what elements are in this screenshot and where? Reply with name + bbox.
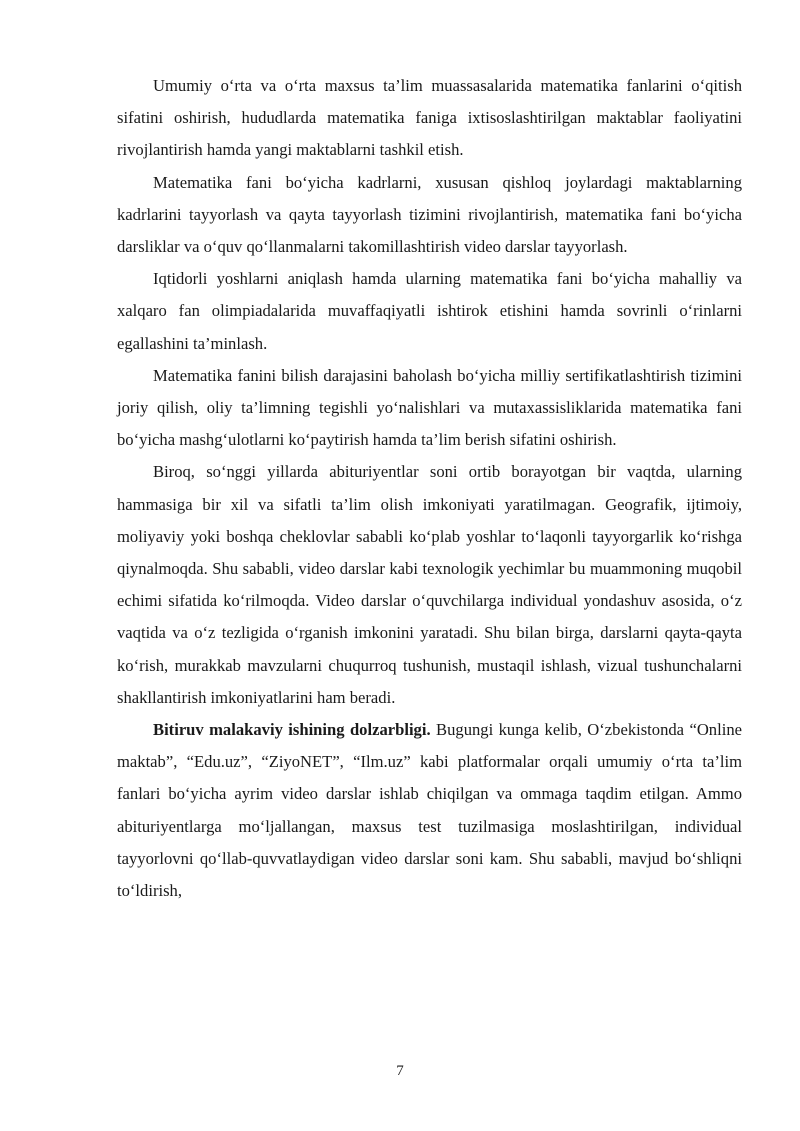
page-number: 7	[396, 1063, 404, 1079]
section-heading-relevance: Bitiruv malakaviy ishining dolzarbligi.	[153, 720, 431, 740]
paragraph-1-text: Umumiy o‘rta va o‘rta maxsus ta’lim muassasalarida matematika fanlarini o‘qitish sifatini oshirish, hududlarda matematika faniga ixtisoslashtirilgan maktablar faoliyatini rivojlantirish hamda yangi maktablarni tashkil etish.	[117, 76, 742, 160]
page-body	[117, 70, 742, 907]
paragraph-3-text: Iqtidorli yoshlarni aniqlash hamda ularning matematika fani bo‘yicha mahalliy va xalqaro fan olimpiadalarida muvaffaqiyatli ishtirok etishini hamda sovrinli o‘rinlarni egallashini ta’minlash.	[117, 269, 742, 353]
paragraph-6-text: Bugungi kunga kelib, O‘zbekistonda “Online maktab”, “Edu.uz”, “ZiyoNET”, “Ilm.uz” kabi platformalar orqali umumiy o‘rta ta’lim fanlari bo‘yicha ayrim video darslar ishlab chiqilgan va ommaga taqdim etilgan. Ammo abituriyentlarga mo‘ljallangan, maxsus test tuzilmasiga moslashtirilgan, individual tayyorlovni qo‘llab-quvvatlaydigan video darslar soni kam. Shu sababli, mavjud bo‘shliqni to‘ldirish,	[117, 720, 742, 901]
paragraph-4-text: Matematika fanini bilish darajasini baholash bo‘yicha milliy sertifikatlashtirish tizimini joriy qilish, oliy ta’limning tegishli yo‘nalishlari va mutaxassisliklarida matematika fani bo‘yicha mashg‘ulotlarni ko‘paytirish hamda ta’lim berish sifatini oshirish.	[117, 365, 742, 450]
paragraph-2-text: Matematika fani bo‘yicha kadrlarni, xususan qishloq joylardagi maktablarning kadrlarini tayyorlash va qayta tayyorlash tizimini rivojlantirish, matematika fani bo‘yicha darsliklar va o‘quv qo‘llanmalarni takomillashtirish video darslar tayyorlash.	[117, 172, 742, 257]
paragraph-4	[117, 360, 742, 457]
paragraph-1	[117, 70, 742, 167]
paragraph-5	[117, 456, 742, 714]
paragraph-2	[117, 167, 742, 264]
paragraph-5-text: Biroq, so‘nggi yillarda abituriyentlar soni ortib borayotgan bir vaqtda, ularning hammasiga bir xil va sifatli ta’lim olish imkoniyati yaratilmagan. Geografik, ijtimoiy, moliyaviy yoki boshqa cheklovlar sababli ko‘plab yoshlar to‘laqonli tayyorgarlik ko‘rishga qiynalmoqda. Shu sababli, video darslar kabi texnologik yechimlar bu muammoning muqobil echimi sifatida ko‘rilmoqda. Video darslar o‘quvchilarga individual yondashuv asosida, o‘z vaqtida va o‘z tezligida o‘rganish imkonini yaratadi. Shu bilan birga, darslarni qayta-qayta ko‘rish, murakkab mavzularni chuqurroq tushunish, mustaqil ishlash, vizual tushunchalarni shakllantirish imkoniyatlarini ham beradi.	[117, 462, 742, 707]
paragraph-3	[117, 263, 742, 360]
paragraph-6	[117, 714, 742, 907]
